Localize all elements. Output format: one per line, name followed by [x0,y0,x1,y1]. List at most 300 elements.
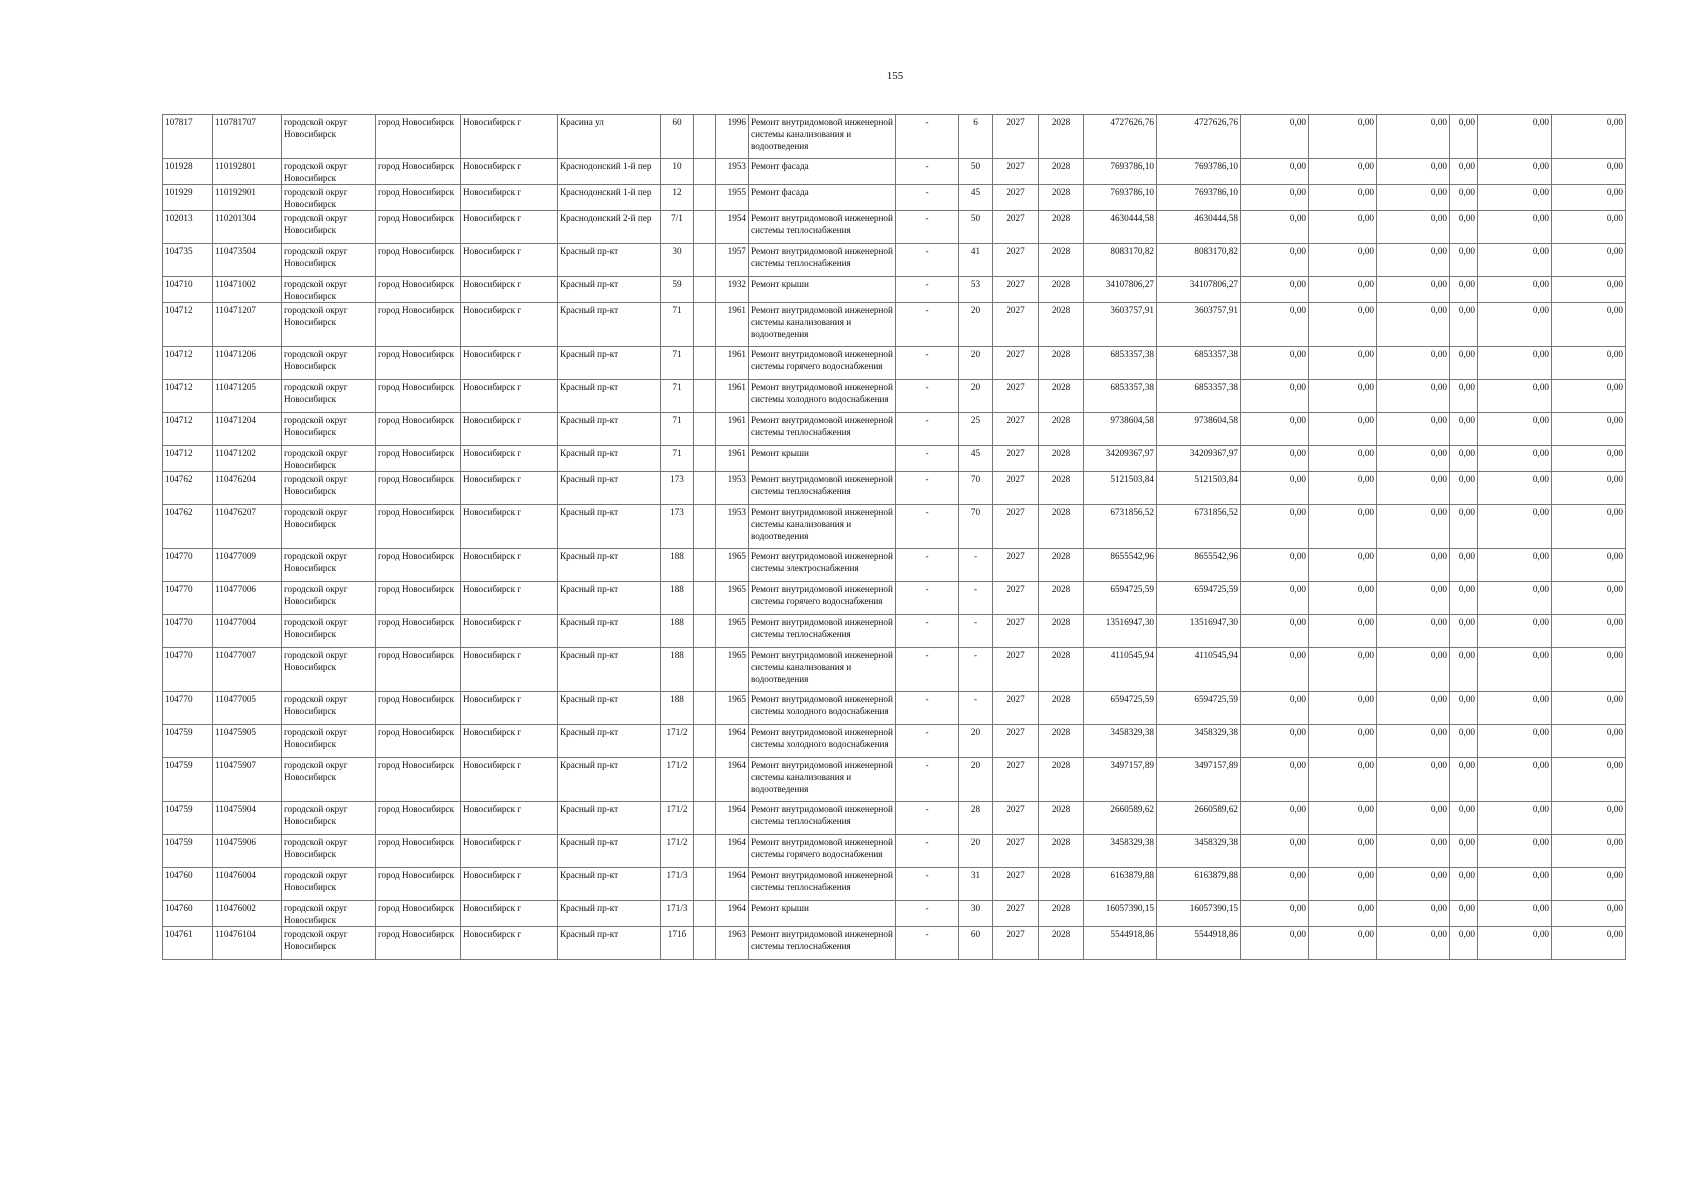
cell-work-type: Ремонт внутридомовой инженерной системы электроснабжения [749,549,896,582]
cell-street: Красный пр-кт [558,277,661,303]
cell-build-year: 1996 [716,115,749,159]
cell-municipality: городской округ Новосибирск [282,549,376,582]
cell-work-type: Ремонт внутридомовой инженерной системы холодного водоснабжения [749,725,896,758]
cell-object-id: 104759 [163,758,213,802]
cell-street: Красный пр-кт [558,582,661,615]
cell-object-id: 104770 [163,615,213,648]
cell-locality: Новосибирск г [461,835,558,868]
cell-empty [694,725,716,758]
cell-house-number: 30 [661,244,694,277]
cell-amount-4: 0,00 [1450,802,1478,835]
cell-dash: - [896,211,959,244]
cell-build-year: 1964 [716,802,749,835]
cell-amount-4: 0,00 [1450,505,1478,549]
cell-cost: 9738604,58 [1084,413,1157,446]
cell-settlement: город Новосибирск [376,582,461,615]
cell-wear-percent: 25 [959,413,993,446]
cell-work-code: 110201304 [213,211,282,244]
cell-amount-1: 0,00 [1241,211,1309,244]
cell-empty [694,582,716,615]
cell-street: Красный пр-кт [558,927,661,960]
cell-house-number: 171/3 [661,901,694,927]
table-row [163,446,1626,472]
cell-amount-1: 0,00 [1241,277,1309,303]
cell-wear-percent: - [959,648,993,692]
cell-work-type: Ремонт внутридомовой инженерной системы теплоснабжения [749,802,896,835]
cell-house-number: 173 [661,505,694,549]
cell-object-id: 104712 [163,303,213,347]
cell-end-year: 2028 [1039,303,1084,347]
cell-amount-3: 0,00 [1377,648,1450,692]
cell-end-year: 2028 [1039,901,1084,927]
cell-end-year: 2028 [1039,648,1084,692]
cell-work-code: 110471002 [213,277,282,303]
cell-street: Красный пр-кт [558,835,661,868]
cell-cost: 5544918,86 [1084,927,1157,960]
cell-street: Красный пр-кт [558,615,661,648]
cell-end-year: 2028 [1039,615,1084,648]
cell-dash: - [896,802,959,835]
cell-amount-6: 0,00 [1552,380,1626,413]
cell-work-code: 110476207 [213,505,282,549]
cell-work-code: 110471207 [213,303,282,347]
page-number: 155 [886,70,904,82]
cell-dash: - [896,549,959,582]
cell-total-cost: 34209367,97 [1157,446,1241,472]
cell-object-id: 104759 [163,802,213,835]
cell-amount-4: 0,00 [1450,185,1478,211]
cell-total-cost: 6594725,59 [1157,582,1241,615]
cell-locality: Новосибирск г [461,725,558,758]
cell-work-type: Ремонт внутридомовой инженерной системы теплоснабжения [749,927,896,960]
cell-end-year: 2028 [1039,927,1084,960]
cell-dash: - [896,615,959,648]
cell-empty [694,211,716,244]
cell-locality: Новосибирск г [461,277,558,303]
cell-house-number: 71 [661,303,694,347]
cell-amount-4: 0,00 [1450,303,1478,347]
cell-amount-5: 0,00 [1478,472,1552,505]
cell-work-type: Ремонт внутридомовой инженерной системы теплоснабжения [749,211,896,244]
cell-start-year: 2027 [993,582,1039,615]
cell-total-cost: 7693786,10 [1157,185,1241,211]
cell-amount-5: 0,00 [1478,303,1552,347]
cell-end-year: 2028 [1039,835,1084,868]
cell-work-type: Ремонт внутридомовой инженерной системы теплоснабжения [749,615,896,648]
cell-house-number: 12 [661,185,694,211]
cell-cost: 6731856,52 [1084,505,1157,549]
cell-amount-2: 0,00 [1309,446,1377,472]
cell-wear-percent: - [959,615,993,648]
cell-settlement: город Новосибирск [376,277,461,303]
cell-municipality: городской округ Новосибирск [282,347,376,380]
cell-wear-percent: 20 [959,835,993,868]
cell-total-cost: 6853357,38 [1157,347,1241,380]
cell-locality: Новосибирск г [461,582,558,615]
cell-street: Красный пр-кт [558,303,661,347]
cell-work-type: Ремонт внутридомовой инженерной системы теплоснабжения [749,413,896,446]
cell-start-year: 2027 [993,802,1039,835]
cell-municipality: городской округ Новосибирск [282,505,376,549]
cell-amount-3: 0,00 [1377,615,1450,648]
cell-amount-3: 0,00 [1377,244,1450,277]
cell-amount-1: 0,00 [1241,615,1309,648]
cell-object-id: 104770 [163,582,213,615]
cell-house-number: 171/2 [661,802,694,835]
cell-settlement: город Новосибирск [376,244,461,277]
cell-settlement: город Новосибирск [376,835,461,868]
cell-work-type: Ремонт внутридомовой инженерной системы канализования и водоотведения [749,115,896,159]
cell-work-code: 110476002 [213,901,282,927]
cell-wear-percent: 20 [959,725,993,758]
cell-dash: - [896,901,959,927]
cell-empty [694,277,716,303]
cell-dash: - [896,380,959,413]
cell-amount-2: 0,00 [1309,244,1377,277]
cell-amount-1: 0,00 [1241,725,1309,758]
cell-amount-5: 0,00 [1478,185,1552,211]
cell-object-id: 104712 [163,380,213,413]
cell-amount-2: 0,00 [1309,802,1377,835]
cell-work-code: 110477006 [213,582,282,615]
cell-amount-1: 0,00 [1241,582,1309,615]
cell-cost: 4110545,94 [1084,648,1157,692]
cell-amount-6: 0,00 [1552,802,1626,835]
cell-locality: Новосибирск г [461,901,558,927]
cell-work-code: 110471205 [213,380,282,413]
cell-amount-2: 0,00 [1309,347,1377,380]
cell-amount-4: 0,00 [1450,244,1478,277]
cell-start-year: 2027 [993,505,1039,549]
cell-build-year: 1961 [716,413,749,446]
cell-amount-2: 0,00 [1309,115,1377,159]
cell-wear-percent: 30 [959,901,993,927]
cell-locality: Новосибирск г [461,549,558,582]
cell-build-year: 1961 [716,380,749,413]
cell-dash: - [896,347,959,380]
cell-amount-3: 0,00 [1377,277,1450,303]
cell-municipality: городской округ Новосибирск [282,901,376,927]
cell-amount-6: 0,00 [1552,725,1626,758]
cell-build-year: 1955 [716,185,749,211]
cell-amount-3: 0,00 [1377,347,1450,380]
cell-empty [694,380,716,413]
cell-amount-5: 0,00 [1478,115,1552,159]
cell-amount-3: 0,00 [1377,185,1450,211]
cell-total-cost: 13516947,30 [1157,615,1241,648]
cell-municipality: городской округ Новосибирск [282,303,376,347]
cell-house-number: 188 [661,549,694,582]
cell-municipality: городской округ Новосибирск [282,648,376,692]
cell-amount-2: 0,00 [1309,277,1377,303]
cell-locality: Новосибирск г [461,159,558,185]
cell-cost: 6853357,38 [1084,380,1157,413]
table-row [163,927,1626,960]
cell-amount-3: 0,00 [1377,927,1450,960]
cell-work-type: Ремонт внутридомовой инженерной системы теплоснабжения [749,472,896,505]
cell-locality: Новосибирск г [461,868,558,901]
cell-end-year: 2028 [1039,692,1084,725]
cell-street: Красный пр-кт [558,244,661,277]
cell-amount-6: 0,00 [1552,446,1626,472]
cell-locality: Новосибирск г [461,413,558,446]
cell-cost: 16057390,15 [1084,901,1157,927]
cell-house-number: 10 [661,159,694,185]
cell-amount-3: 0,00 [1377,868,1450,901]
cell-amount-5: 0,00 [1478,901,1552,927]
cell-amount-6: 0,00 [1552,615,1626,648]
cell-house-number: 188 [661,582,694,615]
cell-end-year: 2028 [1039,446,1084,472]
table-row [163,648,1626,692]
cell-amount-4: 0,00 [1450,835,1478,868]
cell-amount-4: 0,00 [1450,211,1478,244]
cell-municipality: городской округ Новосибирск [282,758,376,802]
cell-wear-percent: 20 [959,380,993,413]
table-row [163,758,1626,802]
cell-amount-3: 0,00 [1377,725,1450,758]
cell-total-cost: 34107806,27 [1157,277,1241,303]
cell-build-year: 1932 [716,277,749,303]
cell-end-year: 2028 [1039,159,1084,185]
cell-wear-percent: 20 [959,347,993,380]
cell-work-type: Ремонт внутридомовой инженерной системы канализования и водоотведения [749,303,896,347]
table-row [163,159,1626,185]
cell-work-code: 110192901 [213,185,282,211]
cell-amount-4: 0,00 [1450,347,1478,380]
cell-work-code: 110475906 [213,835,282,868]
cell-amount-6: 0,00 [1552,185,1626,211]
cell-amount-4: 0,00 [1450,549,1478,582]
cell-total-cost: 6731856,52 [1157,505,1241,549]
cell-wear-percent: 31 [959,868,993,901]
cell-amount-1: 0,00 [1241,380,1309,413]
cell-wear-percent: 28 [959,802,993,835]
cell-house-number: 71 [661,413,694,446]
cell-street: Красный пр-кт [558,692,661,725]
cell-empty [694,244,716,277]
cell-total-cost: 2660589,62 [1157,802,1241,835]
cell-house-number: 171/2 [661,835,694,868]
cell-dash: - [896,446,959,472]
cell-object-id: 101928 [163,159,213,185]
cell-amount-2: 0,00 [1309,868,1377,901]
cell-build-year: 1964 [716,868,749,901]
cell-amount-3: 0,00 [1377,901,1450,927]
cell-total-cost: 9738604,58 [1157,413,1241,446]
cell-municipality: городской округ Новосибирск [282,244,376,277]
cell-municipality: городской округ Новосибирск [282,472,376,505]
cell-amount-5: 0,00 [1478,549,1552,582]
cell-dash: - [896,648,959,692]
cell-amount-5: 0,00 [1478,347,1552,380]
cell-total-cost: 8083170,82 [1157,244,1241,277]
cell-amount-6: 0,00 [1552,115,1626,159]
table-row [163,185,1626,211]
cell-work-type: Ремонт внутридомовой инженерной системы горячего водоснабжения [749,582,896,615]
cell-amount-6: 0,00 [1552,413,1626,446]
cell-total-cost: 6163879,88 [1157,868,1241,901]
cell-house-number: 59 [661,277,694,303]
cell-street: Красный пр-кт [558,758,661,802]
cell-amount-2: 0,00 [1309,648,1377,692]
cell-work-code: 110476204 [213,472,282,505]
cell-build-year: 1953 [716,505,749,549]
cell-wear-percent: - [959,549,993,582]
cell-build-year: 1961 [716,446,749,472]
cell-amount-2: 0,00 [1309,185,1377,211]
cell-cost: 3458329,38 [1084,725,1157,758]
cell-amount-1: 0,00 [1241,185,1309,211]
cell-amount-2: 0,00 [1309,835,1377,868]
cell-cost: 2660589,62 [1084,802,1157,835]
table-row [163,725,1626,758]
cell-amount-5: 0,00 [1478,380,1552,413]
cell-dash: - [896,927,959,960]
cell-dash: - [896,277,959,303]
cell-amount-3: 0,00 [1377,211,1450,244]
cell-settlement: город Новосибирск [376,648,461,692]
cell-amount-6: 0,00 [1552,835,1626,868]
cell-amount-1: 0,00 [1241,303,1309,347]
cell-empty [694,159,716,185]
cell-work-code: 110476004 [213,868,282,901]
cell-total-cost: 5544918,86 [1157,927,1241,960]
table-row [163,505,1626,549]
cell-build-year: 1961 [716,347,749,380]
cell-empty [694,615,716,648]
cell-object-id: 104759 [163,725,213,758]
cell-amount-4: 0,00 [1450,615,1478,648]
cell-wear-percent: 20 [959,758,993,802]
cell-amount-2: 0,00 [1309,380,1377,413]
cell-settlement: город Новосибирск [376,505,461,549]
cell-amount-5: 0,00 [1478,277,1552,303]
cell-wear-percent: 41 [959,244,993,277]
cell-cost: 3603757,91 [1084,303,1157,347]
cell-amount-4: 0,00 [1450,159,1478,185]
cell-object-id: 104759 [163,835,213,868]
cell-empty [694,901,716,927]
cell-municipality: городской округ Новосибирск [282,211,376,244]
cell-wear-percent: - [959,582,993,615]
cell-municipality: городской округ Новосибирск [282,446,376,472]
cell-amount-4: 0,00 [1450,446,1478,472]
cell-end-year: 2028 [1039,211,1084,244]
cell-amount-5: 0,00 [1478,413,1552,446]
cell-end-year: 2028 [1039,582,1084,615]
table-row [163,115,1626,159]
cell-street: Красный пр-кт [558,505,661,549]
cell-amount-6: 0,00 [1552,758,1626,802]
cell-amount-3: 0,00 [1377,835,1450,868]
cell-end-year: 2028 [1039,868,1084,901]
cell-wear-percent: 60 [959,927,993,960]
cell-amount-6: 0,00 [1552,211,1626,244]
cell-amount-1: 0,00 [1241,802,1309,835]
cell-empty [694,303,716,347]
cell-object-id: 104770 [163,549,213,582]
cell-amount-4: 0,00 [1450,868,1478,901]
cell-object-id: 104712 [163,347,213,380]
cell-amount-6: 0,00 [1552,582,1626,615]
cell-start-year: 2027 [993,413,1039,446]
cell-amount-5: 0,00 [1478,692,1552,725]
cell-build-year: 1964 [716,758,749,802]
cell-end-year: 2028 [1039,758,1084,802]
table-body [163,115,1626,960]
cell-end-year: 2028 [1039,549,1084,582]
cell-cost: 8655542,96 [1084,549,1157,582]
table-row [163,472,1626,505]
cell-amount-1: 0,00 [1241,159,1309,185]
cell-settlement: город Новосибирск [376,303,461,347]
cell-end-year: 2028 [1039,115,1084,159]
cell-work-code: 110477007 [213,648,282,692]
cell-object-id: 104762 [163,505,213,549]
cell-settlement: город Новосибирск [376,380,461,413]
cell-end-year: 2028 [1039,347,1084,380]
cell-locality: Новосибирск г [461,347,558,380]
cell-total-cost: 16057390,15 [1157,901,1241,927]
cell-total-cost: 4727626,76 [1157,115,1241,159]
cell-dash: - [896,159,959,185]
cell-settlement: город Новосибирск [376,446,461,472]
cell-amount-4: 0,00 [1450,413,1478,446]
cell-amount-2: 0,00 [1309,303,1377,347]
cell-build-year: 1964 [716,901,749,927]
cell-amount-5: 0,00 [1478,835,1552,868]
cell-locality: Новосибирск г [461,648,558,692]
cell-amount-2: 0,00 [1309,413,1377,446]
cell-amount-6: 0,00 [1552,472,1626,505]
cell-amount-4: 0,00 [1450,692,1478,725]
cell-work-type: Ремонт крыши [749,277,896,303]
cell-work-type: Ремонт крыши [749,901,896,927]
cell-work-code: 110473504 [213,244,282,277]
cell-amount-5: 0,00 [1478,582,1552,615]
cell-amount-1: 0,00 [1241,648,1309,692]
cell-dash: - [896,692,959,725]
cell-locality: Новосибирск г [461,446,558,472]
cell-amount-2: 0,00 [1309,758,1377,802]
cell-amount-6: 0,00 [1552,927,1626,960]
table-row [163,582,1626,615]
cell-build-year: 1961 [716,303,749,347]
cell-street: Красный пр-кт [558,648,661,692]
table-row [163,615,1626,648]
cell-dash: - [896,725,959,758]
cell-amount-3: 0,00 [1377,380,1450,413]
cell-total-cost: 3458329,38 [1157,725,1241,758]
cell-amount-6: 0,00 [1552,303,1626,347]
cell-amount-2: 0,00 [1309,211,1377,244]
cell-build-year: 1965 [716,692,749,725]
table-row [163,802,1626,835]
cell-amount-3: 0,00 [1377,413,1450,446]
cell-work-type: Ремонт фасада [749,185,896,211]
cell-work-code: 110477005 [213,692,282,725]
cell-work-type: Ремонт внутридомовой инженерной системы канализования и водоотведения [749,758,896,802]
cell-amount-5: 0,00 [1478,648,1552,692]
cell-house-number: 171б [661,927,694,960]
cell-locality: Новосибирск г [461,505,558,549]
cell-empty [694,927,716,960]
cell-amount-1: 0,00 [1241,115,1309,159]
table-row [163,549,1626,582]
cell-amount-3: 0,00 [1377,582,1450,615]
cell-wear-percent: 50 [959,159,993,185]
